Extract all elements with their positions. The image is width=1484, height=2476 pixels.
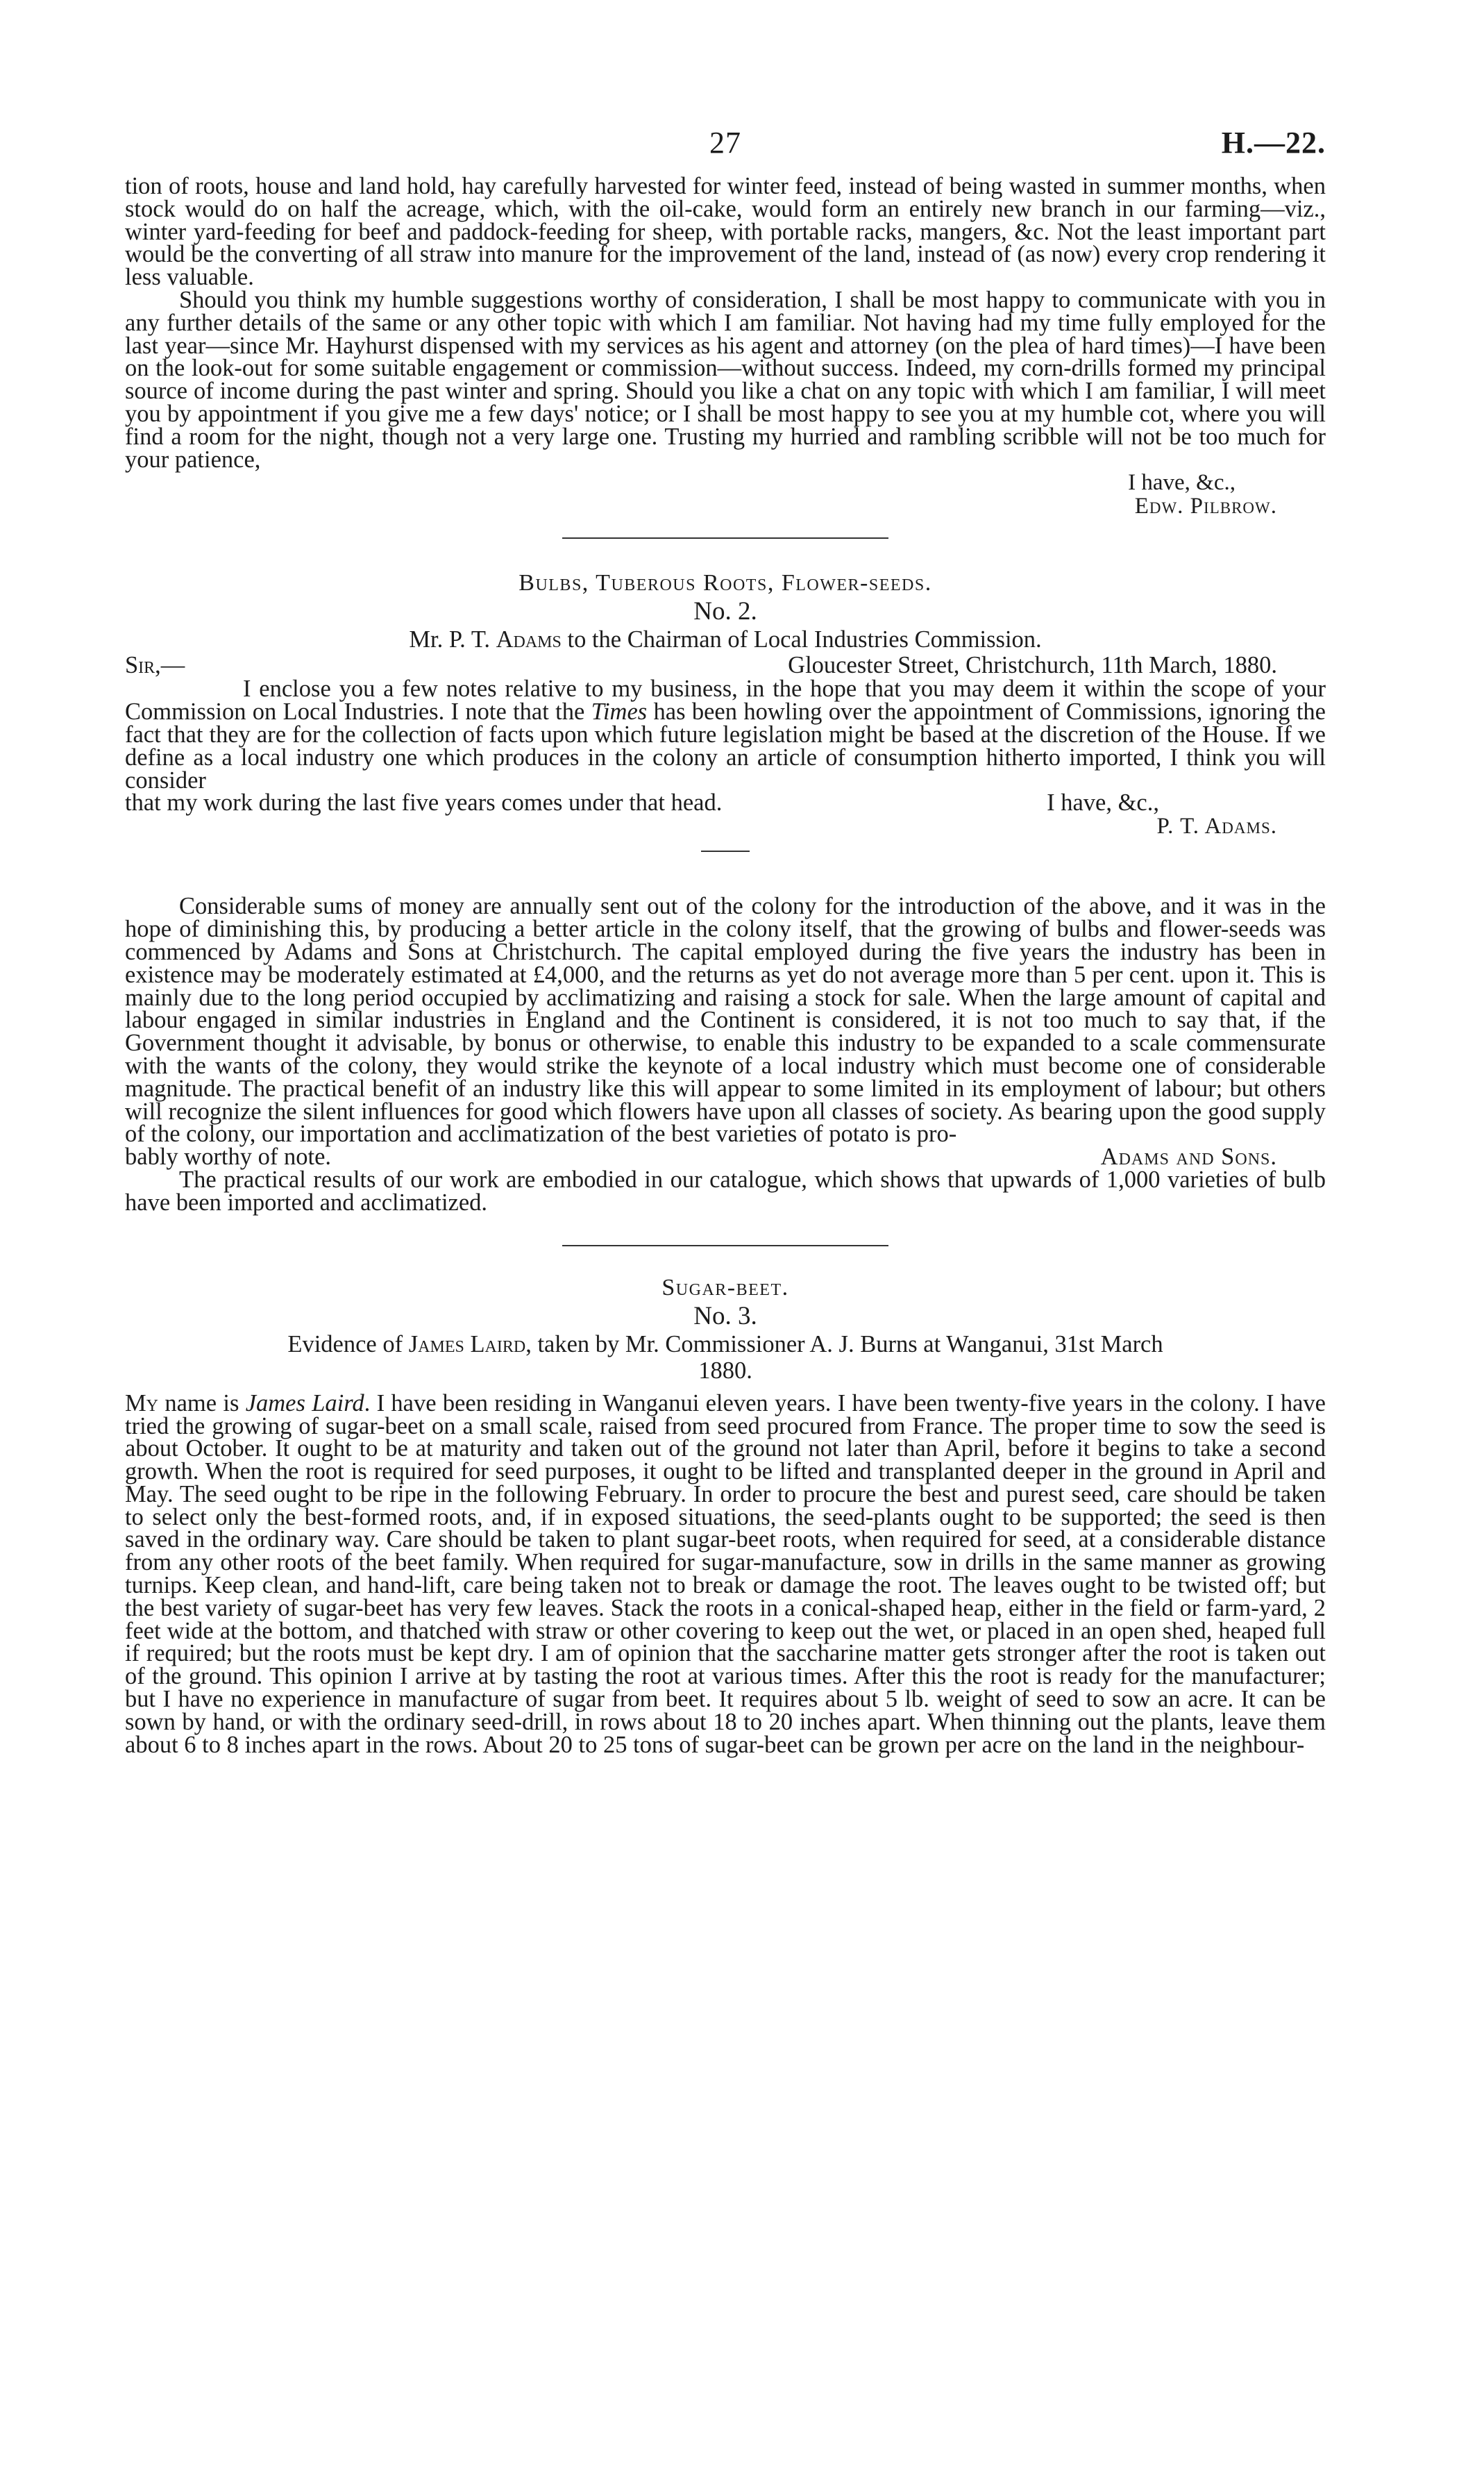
letter-body-part: I enclose you a few notes relative to my business, in the hope that you may deem it within the scope of your Commission on Local Industries. I note that the <box>125 676 1326 726</box>
notes-paragraph: Considerable sums of money are annually sent out of the colony for the introduction of the above, and it was in the hope of diminishing this, by producing a better article in the colony itself, that the growing of bulbs and flower-seeds was commenced by Adams and Sons at Christchurch. The capital employed during the five years the industry has been in existence may be moderately estimated at £4,000, and the returns as yet do not average more than 5 per cent. upon it. This is mainly due to the long period occupied by acclimatizing and raising a stock for sale. When the large amount of capital and labour engaged in similar industries in England and the Continent is considered, it is not too much to say that, if the Government thought it advisable, by bonus or otherwise, to enable this industry to be expanded to a scale commensurate with the wants of the colony, they would strike the keynote of a local industry which must become one of considerable magnitude. The practical benefit of an industry like this will appear to some limited in its employment of labour; but others will recognize the silent influences for good which flowers have upon all classes of society. As bearing upon the good supply of the colony, our importation and acclimatization of the best varieties of potato is pro- <box>125 893 1326 1148</box>
section-subheading <box>125 1331 1326 1357</box>
subheading-suffix: to the Chairman of Local Industries Commission. <box>561 626 1042 653</box>
letter-closing <box>125 471 1326 494</box>
section-divider <box>562 537 888 539</box>
letter-paragraph: Should you think my humble suggestions worthy of consideration, I shall be most happy to communicate with you in any further details of the same or any other topic with which I am familiar. Not having had my time fully employed for the last year—since Mr. Hayhurst dispensed with my services as his agent and attorney (on the plea of hard times)—I have been on the look-out for some suitable engagement or commission—without success. Indeed, my corn-drills formed my principal source of income during the past winter and spring. Should you like a chat on any topic with which I am familiar, I will meet you by appointment if you give me a few days' notice; or I shall be most happy to see you at my humble cot, where you will find a room for the night, though not a very large one. Trusting my hurried and rambling scribble will not be too much for your patience, <box>125 286 1326 473</box>
subheading-prefix: Evidence of <box>287 1330 409 1357</box>
short-divider <box>701 851 750 852</box>
document-page <box>125 125 1326 2416</box>
section-divider <box>562 1245 888 1246</box>
subheading-prefix: Mr. P. T. <box>409 626 496 653</box>
evidence-paragraph <box>125 1389 1326 1758</box>
salutation-row <box>125 653 1326 678</box>
witness-name: James Laird <box>245 1389 364 1416</box>
letter-last-text: that my work during the last five years comes under that head. <box>125 789 723 817</box>
signature-text: P. T. Adams. <box>1156 814 1277 839</box>
section-subheading <box>125 626 1326 653</box>
evidence-text: . I have been residing in Wanganui eleven years. I have been twenty-five years in the colony. I have tried the growing of sugar-beet on a small scale, raised from seed procured from France. The proper time to sow the seed is about October. It ought to be at maturity and taken out of the ground not later than April, before it begins to take a second growth. When the root is required for seed purposes, it ought to be lifted and transplanted deeper in the ground in April and May. The seed ought to be ripe in the following February. In order to procure the best and purest seed, care should be taken to select only the best-formed roots, and, if in exposed situations, the seed-plants ought to be supported; the seed is then saved in the ordinary way. Care should be taken to plant sugar-beet roots, when required for seed, at a considerable distance from any other roots of the beet family. When required for sugar-manufacture, sow in drills in the same manner as growing turnips. Keep clean, and hand-lift, care being taken not to break or damage the root. The leaves ought to be twisted off; but the best variety of sugar-beet has very few leaves. Stack the roots in a conical-shaped heap, either in the field or farm-yard, 2 feet wide at the bottom, and thatched with straw or other covering to keep out the wet, or placed in an open shed, heaped full if required; but the roots must be kept dry. I am of opinion that the saccharine matter gets stronger after the root is taken out of the ground. This opinion I arrive at by tasting the root at various times. After this the root is ready for the manufacturer; but I have no experience in manufacture of sugar from beet. It requires about 5 lb. weight of seed to sow an acre. It can be sown by hand, or with the ordinary seed-drill, in rows about 18 to 20 inches apart. When thinning out the plants, leave them about 6 to 8 inches apart in the rows. About 20 to 25 tons of sugar-beet can be grown per acre on the land in the neighbour- <box>125 1389 1326 1758</box>
signature-text: Edw. Pilbrow. <box>1134 494 1277 519</box>
letter-signature <box>125 814 1326 838</box>
page-header <box>125 125 1326 175</box>
section-number: No. 2. <box>693 597 757 626</box>
notes-paragraph: The practical results of our work are embodied in our catalogue, which shows that upwards of 1,000 varieties of bulb have been imported and acclimatized. <box>125 1166 1326 1216</box>
letter-signature <box>125 494 1326 518</box>
section-title: Sugar-beet. <box>661 1274 789 1300</box>
subheading-suffix: , taken by Mr. Commissioner A. J. Burns at Wanganui, 31st March <box>525 1330 1163 1357</box>
closing-text: I have, &c., <box>1047 789 1159 817</box>
subheading-year: 1880. <box>698 1357 752 1384</box>
subheading-name: Adams <box>496 626 562 653</box>
notes-last-line <box>125 1146 1326 1169</box>
section-title: Bulbs, Tuberous Roots, Flower-seeds. <box>518 570 932 596</box>
evidence-lead: My <box>125 1389 159 1416</box>
letter-address-date: Gloucester Street, Christchurch, 11th March, 1880. <box>788 652 1277 679</box>
letter-body <box>125 678 1326 792</box>
letter-last-line <box>125 789 1326 817</box>
salutation: Sir,— <box>125 652 185 679</box>
evidence-text: name is <box>158 1389 246 1416</box>
section-number: No. 3. <box>693 1301 757 1330</box>
signature-text: Adams and Sons. <box>1100 1144 1277 1171</box>
letter-body-part: has been howling over the appointment of Commissions, ignoring the fact that they are for the collection of facts upon which future legislation might be based at the discretion of the House. If we define as a local industry one which produces in the colony an article of consumption hitherto imported, I think you will consider <box>125 699 1326 794</box>
notes-last-text: bably worthy of note. <box>125 1144 332 1171</box>
newspaper-title: Times <box>591 699 648 726</box>
continued-paragraph: tion of roots, house and land hold, hay carefully harvested for winter feed, instead of being wasted in summer months, when stock would do on half the acreage, which, with the oil-cake, would form an entirely new branch in our farming—viz., winter yard-feeding for beef and paddock-feeding for sheep, with portable racks, mangers, &c. Not the least important part would be the converting of all straw into manure for the improvement of the land, instead of (as now) every crop rendering it less valuable. <box>125 173 1326 291</box>
subheading-name: James Laird <box>408 1330 526 1357</box>
page-number: 27 <box>709 126 741 160</box>
document-reference: H.—22. <box>1221 126 1326 160</box>
closing-text: I have, &c., <box>1128 470 1236 496</box>
